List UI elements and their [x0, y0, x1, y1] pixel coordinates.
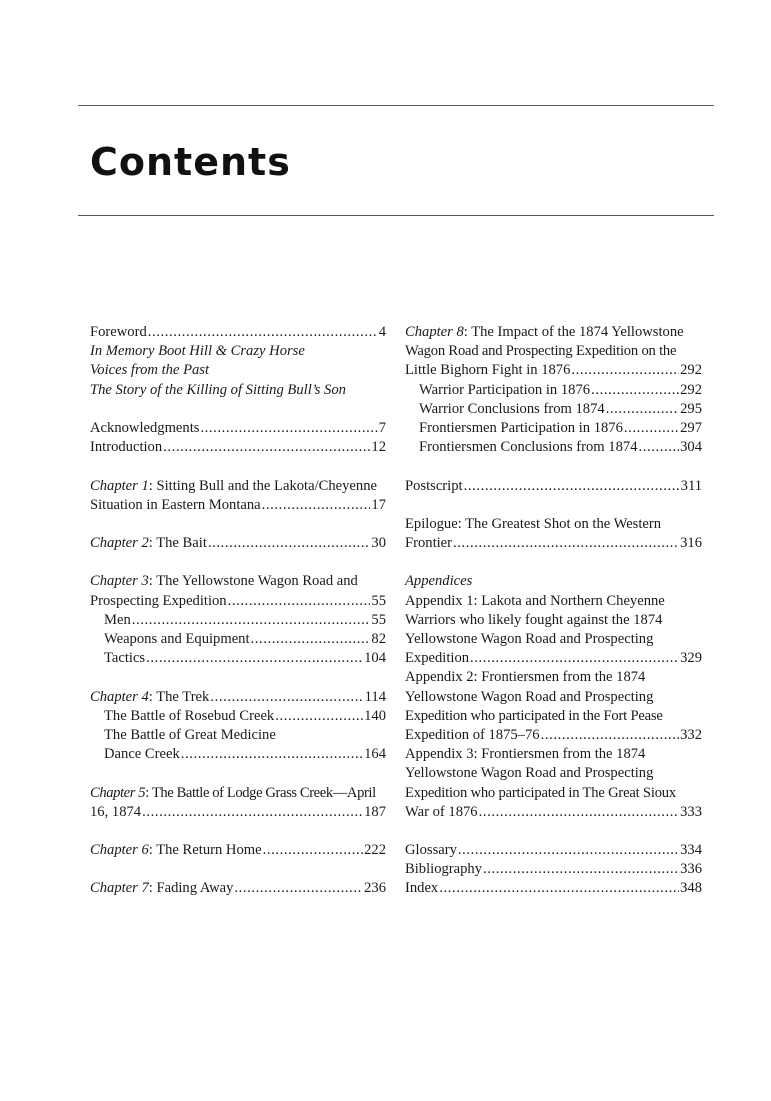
page-title: Contents — [90, 140, 291, 184]
toc-subentry[interactable]: The Battle of Great Medicine Dance Creek ..... 164 — [90, 726, 386, 764]
toc-entry-chapter-3[interactable]: Chapter 3: The Yellowstone Wagon Road and Prospecting Expedition ..... 55 — [90, 572, 386, 610]
toc-right-column — [405, 323, 702, 899]
toc-entry-chapter-2[interactable]: Chapter 2: The Bait ..... 30 — [90, 534, 386, 553]
toc-left-column — [90, 323, 386, 899]
toc-subentry[interactable]: Men ..... 55 — [90, 611, 386, 630]
toc-entry-chapter-4[interactable]: Chapter 4: The Trek ..... 114 — [90, 688, 386, 707]
toc-entry-epilogue[interactable]: Epilogue: The Greatest Shot on the Western Frontier ..... 316 — [405, 515, 702, 553]
top-rule — [78, 105, 714, 106]
toc-subentry[interactable]: Frontiersmen Conclusions from 1874 ..... 304 — [405, 438, 702, 457]
toc-entry-glossary[interactable]: Glossary ..... 334 — [405, 841, 702, 860]
toc-entry-chapter-8[interactable]: Chapter 8: The Impact of the 1874 Yellowstone Wagon Road and Prospecting Expedition on the Little Bighorn Fight in 1876 ..... 292 — [405, 323, 702, 381]
toc-subentry[interactable]: Frontiersmen Participation in 1876 ..... 297 — [405, 419, 702, 438]
toc-subentry[interactable]: Tactics ..... 104 — [90, 649, 386, 668]
toc-entry-appendix-3[interactable]: Appendix 3: Frontiersmen from the 1874 Yellowstone Wagon Road and Prospecting Expedition who participated in The Great Sioux War of 1876 ..... 333 — [405, 745, 702, 822]
toc-entry-chapter-1[interactable]: Chapter 1: Sitting Bull and the Lakota/Cheyenne Situation in Eastern Montana ..... 17 — [90, 477, 386, 515]
foreword-item: Voices from the Past — [90, 362, 210, 379]
toc-subentry[interactable]: Warrior Participation in 1876 ..... 292 — [405, 381, 702, 400]
toc-entry-chapter-7[interactable]: Chapter 7: Fading Away ..... 236 — [90, 879, 386, 898]
toc-subentry[interactable]: Warrior Conclusions from 1874 ..... 295 — [405, 400, 702, 419]
toc-entry-introduction[interactable]: Introduction ..... 12 — [90, 438, 386, 457]
toc-entry-chapter-5[interactable]: Chapter 5: The Battle of Lodge Grass Creek—April 16, 1874 ..... 187 — [90, 784, 386, 822]
toc-entry-postscript[interactable]: Postscript ..... 311 — [405, 477, 702, 496]
toc-entry-chapter-6[interactable]: Chapter 6: The Return Home ..... 222 — [90, 841, 386, 860]
toc-entry-index[interactable]: Index ..... 348 — [405, 879, 702, 898]
bottom-rule — [78, 215, 714, 216]
toc-subentry[interactable]: The Battle of Rosebud Creek ..... 140 — [90, 707, 386, 726]
toc-entry-acknowledgments[interactable]: Acknowledgments ..... 7 — [90, 419, 386, 438]
foreword-item: The Story of the Killing of Sitting Bull’s Son — [90, 381, 346, 398]
toc-entry-foreword[interactable]: Foreword ..... 4 — [90, 323, 386, 342]
toc-entry-bibliography[interactable]: Bibliography ..... 336 — [405, 860, 702, 879]
toc-entry-appendix-1[interactable]: Appendix 1: Lakota and Northern Cheyenne Warriors who likely fought against the 1874 Yellowstone Wagon Road and Prospecting Expedition ..... 329 — [405, 592, 702, 669]
foreword-item: In Memory Boot Hill & Crazy Horse — [90, 343, 305, 360]
toc-entry-appendix-2[interactable]: Appendix 2: Frontiersmen from the 1874 Yellowstone Wagon Road and Prospecting Expedition who participated in the Fort Pease Expedition of 1875–76 ..... 332 — [405, 668, 702, 745]
page-number: 4 — [378, 324, 386, 340]
toc-subentry[interactable]: Weapons and Equipment ..... 82 — [90, 630, 386, 649]
appendices-heading: Appendices — [405, 573, 473, 590]
